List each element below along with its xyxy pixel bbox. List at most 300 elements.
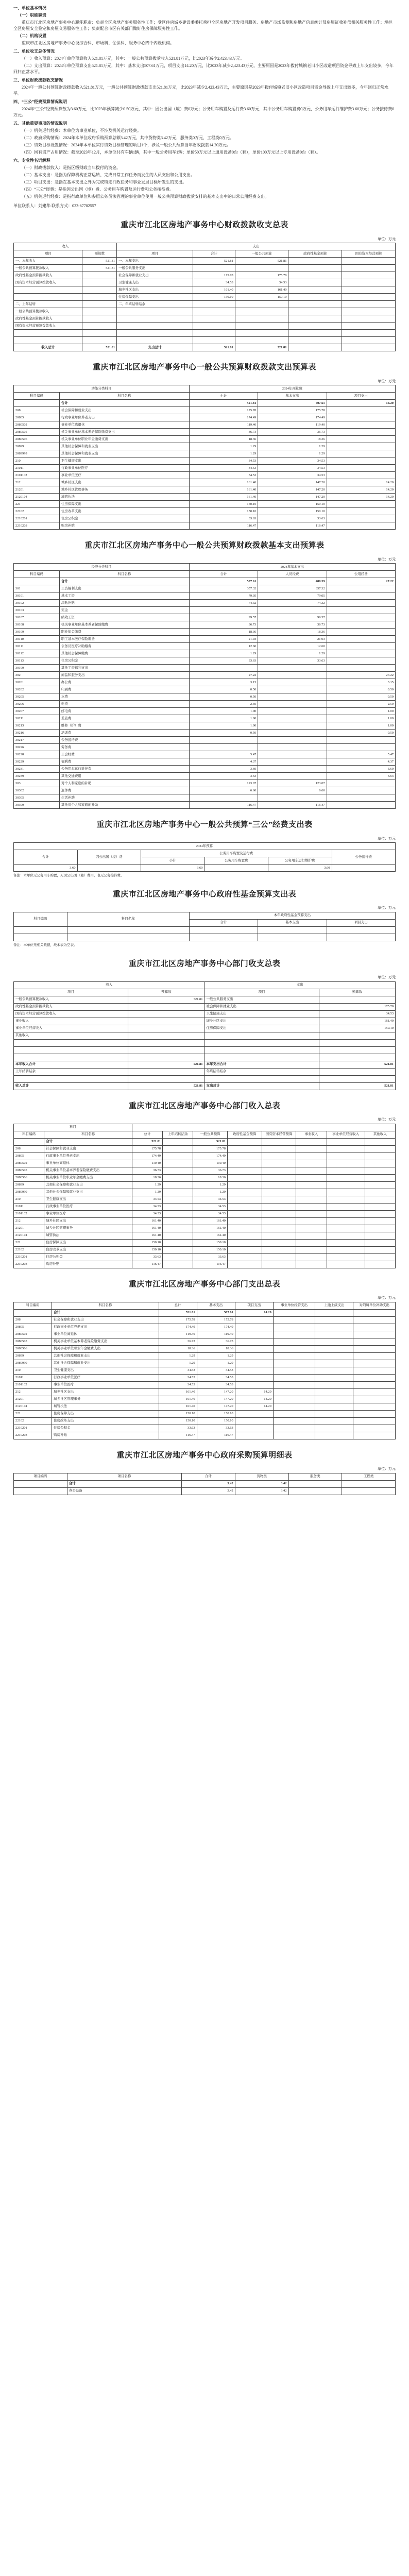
table-row — [14, 1138, 396, 1145]
table-cell: 2080502 — [14, 1331, 52, 1338]
column-header: 事业单位经营支出 — [273, 1302, 315, 1309]
table-cell: 2210201 — [14, 1253, 44, 1261]
table2-general-budget-expense — [13, 385, 396, 530]
table-row — [14, 926, 396, 934]
column-header: 项目 — [14, 989, 128, 996]
table-cell: 116.47 — [193, 1261, 228, 1268]
table5-header-year: 本年政府性基金预算支出 — [189, 912, 395, 919]
table-cell — [262, 1138, 296, 1145]
table-cell — [319, 1054, 395, 1061]
table-row — [14, 802, 396, 809]
table-cell — [327, 780, 395, 787]
table-cell — [315, 1309, 353, 1316]
table-cell: 工资福利支出 — [59, 585, 189, 592]
table-cell — [258, 751, 327, 758]
column-header: 政府性基金预算 — [227, 1131, 262, 1138]
table-cell: 培训费 — [59, 730, 189, 737]
table-cell — [128, 1018, 204, 1025]
table-cell: 30109 — [14, 629, 60, 636]
table-cell: 其他收入 — [14, 1032, 128, 1039]
table-cell: 合计 — [59, 578, 189, 585]
table-cell: 30107 — [14, 614, 60, 621]
table1-income-expense-summary — [13, 243, 396, 351]
table-cell: 城管执法 — [44, 1232, 132, 1239]
table-cell: 二、上年结转 — [14, 301, 82, 308]
table-cell: 2210203 — [14, 522, 60, 530]
table-cell: 34.53 — [132, 1210, 162, 1217]
table-cell — [288, 337, 342, 344]
table5-header-name: 科目名称 — [67, 912, 189, 926]
table-row — [14, 1196, 396, 1203]
column-header: 总计 — [132, 1131, 162, 1138]
table-cell: 合计 — [52, 1309, 159, 1316]
table-cell: 36.73 — [189, 429, 258, 436]
table-cell: 521.81 — [82, 265, 117, 272]
table-cell: 34.53 — [197, 1367, 235, 1374]
column-header: 货物类 — [235, 1473, 288, 1480]
table-cell: 3.42 — [235, 1480, 288, 1487]
table5-header-project: 项目支出 — [327, 919, 395, 926]
table-cell: 1.29 — [189, 650, 258, 657]
table-cell: 521.81 — [193, 344, 235, 351]
table-cell: 12.60 — [189, 643, 258, 650]
table-row — [14, 934, 396, 941]
table-cell — [162, 1167, 193, 1174]
table-cell — [288, 286, 342, 294]
table-cell — [296, 1138, 327, 1145]
table-cell — [162, 1203, 193, 1210]
table-row — [14, 272, 396, 279]
table-cell: 33.63 — [189, 657, 258, 665]
table-cell: 36.73 — [197, 1338, 235, 1345]
table-cell: 174.49 — [189, 414, 258, 421]
table-cell — [353, 1352, 396, 1360]
table-cell — [162, 1232, 193, 1239]
table-cell: 147.20 — [197, 1403, 235, 1410]
table-cell — [262, 1246, 296, 1253]
table2-header-func: 功能分类科目 — [14, 385, 190, 393]
table-cell: 161.40 — [132, 1217, 162, 1225]
table-cell: 18.36 — [159, 1345, 197, 1352]
column-header: 项目支出 — [235, 1302, 273, 1309]
table-cell: 30108 — [14, 621, 60, 629]
table-cell — [162, 1225, 193, 1232]
table-cell — [327, 1189, 365, 1196]
table6-header-income: 收入 — [14, 981, 204, 989]
table-cell: 机关事业单位基本养老保险缴费支出 — [44, 1167, 132, 1174]
table-cell: 机关事业单位基本养老保险缴费 — [59, 621, 189, 629]
table-cell: 3.15 — [327, 679, 395, 686]
table-cell — [235, 308, 288, 315]
table-cell: 161.40 — [189, 486, 258, 494]
table9-section — [13, 1450, 396, 1495]
table-row — [14, 722, 396, 730]
table-cell: 34.53 — [319, 1010, 395, 1018]
table-cell: 机关事业单位职业年金缴费支出 — [52, 1345, 159, 1352]
table-row — [14, 708, 396, 715]
table-cell — [288, 301, 342, 308]
table-cell — [14, 337, 82, 344]
table-cell: 33.63 — [197, 1425, 235, 1432]
table-cell: 150.10 — [189, 508, 258, 515]
table-row — [14, 1367, 396, 1374]
table-cell: 150.10 — [197, 1410, 235, 1417]
table-cell: 住房保障支出 — [204, 1025, 319, 1032]
table-cell — [128, 1068, 204, 1075]
column-header: 公用经费 — [327, 571, 395, 578]
table-cell — [273, 1331, 315, 1338]
table-cell: 119.40 — [193, 1160, 228, 1167]
table-cell — [162, 1246, 193, 1253]
table-cell: 116.47 — [132, 1261, 162, 1268]
table-cell — [288, 315, 342, 323]
table-cell — [327, 629, 395, 636]
table-cell: 2080506 — [14, 1174, 44, 1181]
table-cell: 2120104 — [14, 1232, 44, 1239]
table-cell — [327, 1181, 365, 1189]
table-cell: 34.53 — [159, 1374, 197, 1381]
table-cell — [273, 1432, 315, 1439]
table-cell: 事业单位经营收入 — [14, 1025, 128, 1032]
table-cell — [82, 272, 117, 279]
table-cell — [162, 1145, 193, 1153]
table-cell: 74.32 — [258, 600, 327, 607]
table-cell — [273, 1352, 315, 1360]
table-cell — [204, 1039, 319, 1046]
table-cell: 30112 — [14, 650, 60, 657]
table-cell — [262, 1210, 296, 1217]
table-cell — [235, 1360, 273, 1367]
table-cell: 事业单位医疗 — [59, 472, 189, 479]
table3-header-econ: 经济分类科目 — [14, 564, 190, 571]
table-cell: 14.20 — [327, 400, 395, 407]
table-cell: 161.40 — [193, 1225, 228, 1232]
table-cell — [262, 1189, 296, 1196]
table-cell — [227, 1210, 262, 1217]
table-cell: 161.40 — [193, 1232, 228, 1239]
table6-unit: 单位：万元 — [378, 975, 396, 979]
table-cell — [365, 1181, 395, 1189]
table-cell: 150.10 — [132, 1246, 162, 1253]
table-cell — [296, 1181, 327, 1189]
column-header: 预算数 — [82, 250, 117, 258]
table-cell: 34.53 — [197, 1374, 235, 1381]
table-cell — [327, 665, 395, 672]
table-cell: 2.50 — [189, 701, 258, 708]
table-cell: 212 — [14, 479, 60, 486]
column-header: 小计 — [189, 393, 258, 400]
table-cell — [258, 737, 327, 744]
table-row — [14, 1261, 396, 1268]
table-row — [14, 414, 396, 421]
table-cell — [288, 323, 342, 330]
table4-header-year: 2024年预算 — [14, 843, 396, 850]
table-row — [14, 1189, 396, 1196]
table-cell: 其他社会保障和就业支出 — [44, 1181, 132, 1189]
table-cell: 职业年金缴费 — [59, 629, 189, 636]
column-header: 项目 — [14, 250, 82, 258]
table-cell — [262, 1225, 296, 1232]
table-cell: 161.40 — [189, 479, 258, 486]
table-cell: 2080505 — [14, 1338, 52, 1345]
table-cell: 30302 — [14, 787, 60, 794]
table-cell: 161.40 — [132, 1232, 162, 1239]
table-row — [14, 629, 396, 636]
section-heading: 五、其他重要事项的情况说明 — [13, 121, 67, 126]
table-cell — [235, 330, 288, 337]
table-cell — [273, 1316, 315, 1324]
table-cell: 1.29 — [193, 1189, 228, 1196]
table-cell: 18.36 — [197, 1345, 235, 1352]
table-cell: 210 — [14, 1367, 52, 1374]
table-cell: 一般公共预算拨款收入 — [14, 996, 128, 1003]
table-cell: 21.93 — [258, 636, 327, 643]
table-row — [14, 780, 396, 787]
table-cell: 3.42 — [182, 1480, 235, 1487]
table-cell — [296, 1174, 327, 1181]
table-row — [14, 1417, 396, 1425]
table-cell — [296, 1203, 327, 1210]
table-row — [14, 1061, 396, 1068]
table-row — [14, 337, 396, 344]
table-cell — [193, 337, 235, 344]
table-cell: 161.40 — [319, 1018, 395, 1025]
table-row — [14, 494, 396, 501]
table-cell — [14, 1487, 67, 1495]
table-cell: 14.20 — [235, 1388, 273, 1396]
table-cell: 150.10 — [319, 1025, 395, 1032]
table-row — [14, 1432, 396, 1439]
table-cell: 合计 — [67, 1480, 181, 1487]
table-cell — [296, 1232, 327, 1239]
table-cell: 208 — [14, 1145, 44, 1153]
table-cell: 521.81 — [193, 258, 235, 265]
table-cell — [162, 1181, 193, 1189]
table-cell: 1.00 — [327, 715, 395, 722]
paragraph: （二）基本支出：是指为保障机构正常运转、完成日常工作任务而发生的人员支出和公用支出。 — [22, 173, 195, 177]
table-cell: 357.32 — [258, 585, 327, 592]
table-cell: 收入总计 — [14, 1082, 128, 1090]
table-cell: 14.20 — [235, 1309, 273, 1316]
table-cell: 公务接待费 — [59, 737, 189, 744]
table-row — [14, 996, 396, 1003]
table-cell: 2.50 — [327, 701, 395, 708]
table7-unit: 单位：万元 — [378, 1117, 396, 1122]
table-cell: 1.29 — [159, 1352, 197, 1360]
table-cell: 2080505 — [14, 1167, 44, 1174]
budget-explanation — [13, 5, 396, 209]
paragraph: 重庆市江北区房地产事务中心设综合科、市场科、住保科、服务中心四个内设机构。 — [22, 41, 174, 45]
table-cell: 支出总计 — [117, 344, 193, 351]
table-cell — [82, 279, 117, 286]
table-cell — [327, 600, 395, 607]
table5-unit: 单位：万元 — [378, 906, 396, 910]
column-header: 基本支出 — [258, 393, 327, 400]
table-cell — [262, 1196, 296, 1203]
table-row — [14, 1381, 396, 1388]
table-cell — [327, 421, 395, 429]
table-cell: 150.10 — [159, 1417, 197, 1425]
table-cell: 其他工资福利支出 — [59, 665, 189, 672]
table-cell — [288, 265, 342, 272]
table-cell: 34.53 — [193, 1210, 228, 1217]
table4-header-abroad: 因公出国（境）费 — [77, 850, 141, 865]
table-cell: 116.47 — [189, 522, 258, 530]
table-cell: 1.00 — [327, 722, 395, 730]
table-cell: 4.37 — [327, 758, 395, 766]
table-cell — [162, 1138, 193, 1145]
table-cell: 城乡社区支出 — [44, 1217, 132, 1225]
table-cell — [315, 1316, 353, 1324]
table2-section — [13, 362, 396, 530]
table-cell — [327, 1225, 365, 1232]
table-cell: 2089999 — [14, 1360, 52, 1367]
table-cell — [227, 1167, 262, 1174]
table-cell — [288, 1480, 342, 1487]
table-row — [14, 592, 396, 600]
table-cell — [288, 279, 342, 286]
table-cell — [162, 1153, 193, 1160]
table-cell — [327, 515, 395, 522]
table-row — [14, 301, 396, 308]
table-row — [14, 315, 396, 323]
table-cell: 城乡社区支出 — [52, 1388, 159, 1396]
table-cell — [235, 337, 288, 344]
table-cell: 174.49 — [159, 1324, 197, 1331]
table-cell — [296, 1210, 327, 1217]
table-cell: 住房保障支出 — [59, 501, 189, 508]
table-row — [14, 766, 396, 773]
table-cell — [327, 802, 395, 809]
table-cell — [258, 715, 327, 722]
column-header: 事业收入 — [296, 1131, 327, 1138]
table-cell: 2080506 — [14, 1345, 52, 1352]
table-cell: 150.10 — [189, 501, 258, 508]
table-cell: 507.61 — [197, 1309, 235, 1316]
table-cell — [235, 301, 288, 308]
table4-section — [13, 819, 396, 878]
table-cell — [204, 1032, 319, 1039]
table-cell — [117, 330, 193, 337]
table-cell: 一般公共预算拨款收入 — [14, 265, 82, 272]
table-cell — [82, 323, 117, 330]
table-cell: 20805 — [14, 414, 60, 421]
table-row — [14, 1403, 396, 1410]
table-cell: 行政事业单位医疗 — [59, 465, 189, 472]
table-cell: 161.40 — [189, 494, 258, 501]
table-cell: 3.63 — [189, 773, 258, 780]
column-header: 项目支出 — [327, 393, 395, 400]
table-row — [14, 1217, 396, 1225]
table-cell — [327, 1261, 365, 1268]
table-cell: 34.53 — [235, 279, 288, 286]
table-cell — [327, 607, 395, 614]
table-cell — [189, 744, 258, 751]
table-cell — [14, 1046, 128, 1054]
table-cell — [258, 686, 327, 693]
column-header: 一般公共预算 — [193, 1131, 228, 1138]
table-cell: 其他社会保障和就业支出 — [44, 1189, 132, 1196]
table-cell — [117, 315, 193, 323]
table-row — [14, 508, 396, 515]
table-cell: 116.47 — [159, 1432, 197, 1439]
table-cell — [353, 1316, 396, 1324]
table-cell: 上年结转结余 — [14, 1068, 128, 1075]
table-cell — [327, 585, 395, 592]
table-cell — [258, 773, 327, 780]
table-row — [14, 665, 396, 672]
table-cell: 其他社会保障和就业支出 — [52, 1352, 159, 1360]
table8-dept-expense — [13, 1302, 396, 1439]
table-cell — [258, 794, 327, 802]
table-cell: 一、本年支出 — [117, 258, 193, 265]
table-cell: 公务用车运行维护费 — [59, 766, 189, 773]
table-cell: 本年支出合计 — [204, 1061, 319, 1068]
table-cell: 30229 — [14, 758, 60, 766]
table6-dept-income-expense — [13, 981, 396, 1090]
table-row — [14, 436, 396, 443]
table-cell — [365, 1174, 395, 1181]
table-cell: 150.10 — [235, 294, 288, 301]
table-cell: 21011 — [14, 1374, 52, 1381]
table-cell: 147.20 — [258, 494, 327, 501]
table-cell — [327, 1232, 365, 1239]
table-row — [14, 1425, 396, 1432]
table-cell — [235, 1381, 273, 1388]
table-cell: 79.05 — [258, 592, 327, 600]
table-cell: 其他社会保障缴费 — [59, 650, 189, 657]
column-header: 其他收入 — [365, 1131, 395, 1138]
table-cell: 521.81 — [193, 1138, 228, 1145]
table-cell — [296, 1189, 327, 1196]
section-heading: 六、专业性名词解释 — [13, 158, 50, 163]
table-cell — [128, 1003, 204, 1010]
table-cell: 2210201 — [14, 1425, 52, 1432]
paragraph: 重庆市江北区房地产事务中心职能职责：负责全区房地产事务服务性工作；受区住房城乡建设委委托承担全区房地产开发项目服务、房地产市场监测和房地产信息统计及房屋征收补偿相关服务性工作；承担全区房屋安全鉴定和房屋交易服务性工作；负责配合市区有关部门做好住房保障服务性工作。 — [13, 20, 393, 31]
column-header: 国有资本经营预算 — [262, 1131, 296, 1138]
table-cell: 事业收入 — [14, 1018, 128, 1025]
table-cell — [327, 508, 395, 515]
table-cell — [365, 1138, 395, 1145]
table-cell — [235, 315, 288, 323]
table-cell: 30239 — [14, 773, 60, 780]
table-cell: 2210201 — [14, 515, 60, 522]
table-cell — [14, 330, 82, 337]
table-cell — [193, 301, 235, 308]
table-cell: 城乡社区管理事务 — [44, 1225, 132, 1232]
table-cell: 邮电费 — [59, 708, 189, 715]
table-cell — [128, 1054, 204, 1061]
table-cell: 机关事业单位职业年金缴费支出 — [59, 436, 189, 443]
table-cell: 2080506 — [14, 436, 60, 443]
table-cell — [296, 1145, 327, 1153]
table-row — [14, 1153, 396, 1160]
table-cell: 480.39 — [258, 578, 327, 585]
table-cell: 521.81 — [159, 1309, 197, 1316]
table-cell — [327, 1239, 365, 1246]
table-cell: 购房补贴 — [44, 1261, 132, 1268]
table-row — [14, 715, 396, 722]
table-cell: 购房补贴 — [52, 1432, 159, 1439]
column-header: 事业单位经营收入 — [327, 1131, 365, 1138]
table-row — [14, 457, 396, 465]
table-cell: 社会保障和就业支出 — [117, 272, 193, 279]
paragraph: （二）政府采购情况：2024年本单位政府采购预算总额3.42万元，其中货物类3.42万元，服务类0万元，工程类0万元。 — [22, 135, 234, 140]
table-cell: 2120104 — [14, 1403, 52, 1410]
table-cell: 175.78 — [193, 272, 235, 279]
table-cell: 职工基本医疗保险缴费 — [59, 636, 189, 643]
table-row — [14, 758, 396, 766]
